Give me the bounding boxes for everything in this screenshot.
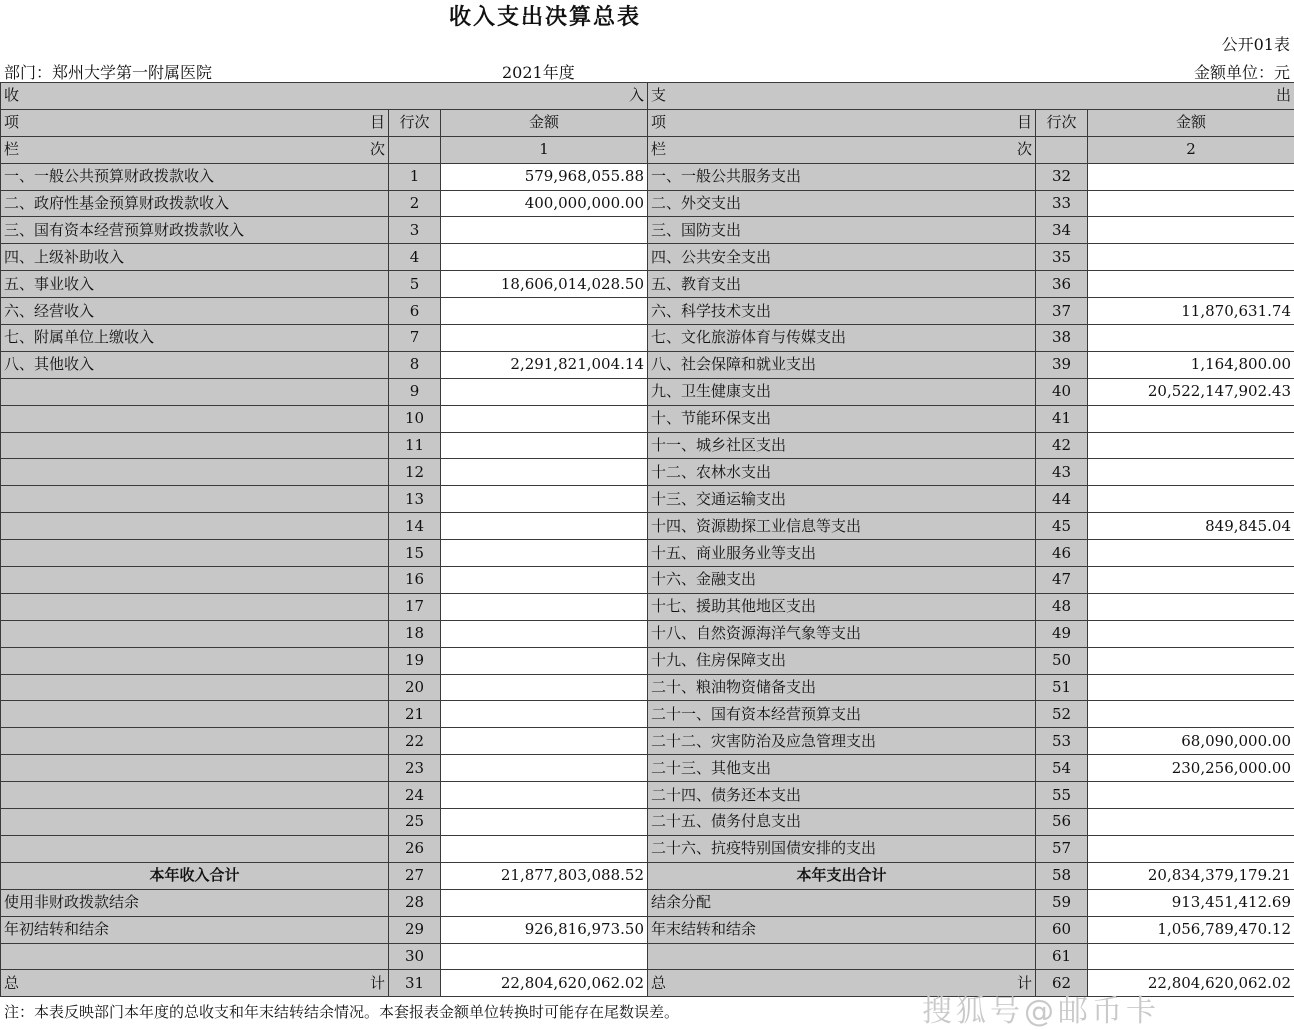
- expense-item-label: 一、一般公共服务支出: [648, 163, 1036, 190]
- header-row-section: 收 入 支 出: [1, 83, 1294, 110]
- income-row-no: 18: [389, 620, 441, 647]
- expense-row-no: 46: [1036, 540, 1088, 567]
- expense-amount: [1088, 701, 1294, 728]
- footer-note: 注：本表反映部门本年度的总收支和年末结转结余情况。本套报表金额单位转换时可能存在尾数误差。: [4, 1003, 680, 1021]
- income-amount: [441, 459, 648, 486]
- income-amount: [441, 432, 648, 459]
- income-item-label: 二、政府性基金预算财政拨款收入: [1, 190, 389, 217]
- income-header: 收: [4, 86, 20, 105]
- income-row-no: 19: [389, 647, 441, 674]
- table-row: [1, 809, 1294, 836]
- expense-row-no: 57: [1036, 835, 1088, 862]
- expense-row-no: 50: [1036, 647, 1088, 674]
- income-total-label: 本年收入合计: [1, 862, 389, 889]
- income-amount: [441, 620, 648, 647]
- table-row: [1, 540, 1294, 567]
- income-amount: [441, 513, 648, 540]
- expense-total-label: 本年支出合计: [648, 862, 1036, 889]
- income-amount: [441, 728, 648, 755]
- income-grand-total: 22,804,620,062.02: [441, 970, 648, 997]
- expense-row-no: 62: [1036, 970, 1088, 997]
- expense-row-no: 54: [1036, 755, 1088, 782]
- income-item-label: [1, 486, 389, 513]
- income-row-no: 6: [389, 298, 441, 325]
- header-row-col-index: 栏 次 1 栏 次 2: [1, 136, 1294, 163]
- expense-item-label: 二十五、债务付息支出: [648, 809, 1036, 836]
- expense-amount: 20,522,147,902.43: [1088, 378, 1294, 405]
- expense-grand-total: 22,804,620,062.02: [1088, 970, 1294, 997]
- table-row: [1, 728, 1294, 755]
- income-item-label: 三、国有资本经营预算财政拨款收入: [1, 217, 389, 244]
- expense-item-label: 二十四、债务还本支出: [648, 782, 1036, 809]
- expense-row-no: 47: [1036, 567, 1088, 594]
- expense-row-no: 53: [1036, 728, 1088, 755]
- expense-amount: [1088, 809, 1294, 836]
- table-row: [1, 513, 1294, 540]
- table-row: [1, 701, 1294, 728]
- expense-amount: [1088, 405, 1294, 432]
- table-row: [1, 351, 1294, 378]
- expense-amount: 11,870,631.74: [1088, 298, 1294, 325]
- expense-amount: [1088, 835, 1294, 862]
- income-amount: [441, 325, 648, 352]
- income-amount: 579,968,055.88: [441, 163, 648, 190]
- income-row-no: 17: [389, 593, 441, 620]
- expense-item-label: 十五、商业服务业等支出: [648, 540, 1036, 567]
- expense-amount: 68,090,000.00: [1088, 728, 1294, 755]
- income-item-label: [1, 647, 389, 674]
- income-amount: [441, 755, 648, 782]
- expense-row-no: 35: [1036, 244, 1088, 271]
- expense-row-no: 36: [1036, 271, 1088, 298]
- income-item-label: 四、上级补助收入: [1, 244, 389, 271]
- expense-row-no: 42: [1036, 432, 1088, 459]
- expense-item-label: 十六、金融支出: [648, 567, 1036, 594]
- expense-row-no: 51: [1036, 674, 1088, 701]
- income-total-label: [1, 943, 389, 970]
- expense-amount: [1088, 244, 1294, 271]
- report-title: 收入支出决算总表: [448, 5, 641, 30]
- expense-row-no: 61: [1036, 943, 1088, 970]
- income-item-label: 七、附属单位上缴收入: [1, 325, 389, 352]
- income-item-label: [1, 755, 389, 782]
- row-no-header: 行次: [1036, 109, 1088, 136]
- income-amount: 2,291,821,004.14: [441, 351, 648, 378]
- income-amount: [441, 486, 648, 513]
- expense-item-label: 二十一、国有资本经营预算支出: [648, 701, 1036, 728]
- expense-amount: 230,256,000.00: [1088, 755, 1294, 782]
- expense-amount: [1088, 620, 1294, 647]
- income-item-label: [1, 513, 389, 540]
- income-amount: [441, 593, 648, 620]
- income-row-no: 7: [389, 325, 441, 352]
- expense-amount: [1088, 271, 1294, 298]
- expense-row-no: 39: [1036, 351, 1088, 378]
- income-item-label: [1, 540, 389, 567]
- income-expense-table: [0, 82, 1294, 997]
- table-row: [1, 647, 1294, 674]
- income-row-no: 31: [389, 970, 441, 997]
- expense-amount: [1088, 674, 1294, 701]
- table-row: [1, 298, 1294, 325]
- expense-item-label: 十、节能环保支出: [648, 405, 1036, 432]
- table-row: [1, 163, 1294, 190]
- expense-row-no: 44: [1036, 486, 1088, 513]
- income-row-no: 21: [389, 701, 441, 728]
- expense-amount: [1088, 325, 1294, 352]
- expense-amount: [1088, 567, 1294, 594]
- income-row-no: 10: [389, 405, 441, 432]
- expense-row-no: 45: [1036, 513, 1088, 540]
- income-row-no: 25: [389, 809, 441, 836]
- expense-amount: [1088, 647, 1294, 674]
- expense-item-label: 十三、交通运输支出: [648, 486, 1036, 513]
- income-row-no: 27: [389, 862, 441, 889]
- expense-amount: [1088, 190, 1294, 217]
- income-item-label: [1, 835, 389, 862]
- table-row: [1, 620, 1294, 647]
- expense-row-no: 37: [1036, 298, 1088, 325]
- expense-item-label: 九、卫生健康支出: [648, 378, 1036, 405]
- expense-amount: 20,834,379,179.21: [1088, 862, 1294, 889]
- income-amount: [441, 378, 648, 405]
- income-amount: [441, 889, 648, 916]
- total-row: [1, 943, 1294, 970]
- income-amount: [441, 809, 648, 836]
- income-amount: [441, 674, 648, 701]
- income-item-label: [1, 809, 389, 836]
- expense-item-label: 二十、粮油物资储备支出: [648, 674, 1036, 701]
- income-row-no: 28: [389, 889, 441, 916]
- total-row: [1, 889, 1294, 916]
- income-item-label: [1, 567, 389, 594]
- income-item-label: [1, 378, 389, 405]
- income-item-label: [1, 405, 389, 432]
- expense-item-label: 七、文化旅游体育与传媒支出: [648, 325, 1036, 352]
- table-row: [1, 405, 1294, 432]
- total-row: [1, 916, 1294, 943]
- expense-row-no: 49: [1036, 620, 1088, 647]
- table-row: [1, 271, 1294, 298]
- table-row: [1, 567, 1294, 594]
- income-item-label: 五、事业收入: [1, 271, 389, 298]
- income-item-label: 八、其他收入: [1, 351, 389, 378]
- expense-row-no: 41: [1036, 405, 1088, 432]
- income-row-no: 9: [389, 378, 441, 405]
- income-row-no: 12: [389, 459, 441, 486]
- expense-header: 支: [651, 86, 667, 105]
- expense-row-no: 38: [1036, 325, 1088, 352]
- income-amount: [441, 782, 648, 809]
- income-amount: [441, 567, 648, 594]
- expense-item-label: 六、科学技术支出: [648, 298, 1036, 325]
- header-row-columns: 项 目 行次 金额 项 目 行次 金额: [1, 109, 1294, 136]
- expense-item-label: 二、外交支出: [648, 190, 1036, 217]
- income-row-no: 16: [389, 567, 441, 594]
- expense-row-no: 40: [1036, 378, 1088, 405]
- income-row-no: 15: [389, 540, 441, 567]
- income-row-no: 14: [389, 513, 441, 540]
- table-row: [1, 782, 1294, 809]
- table-row: [1, 593, 1294, 620]
- table-row: [1, 486, 1294, 513]
- watermark: 搜狐号@邮币卡: [922, 994, 1160, 1029]
- total-row: [1, 862, 1294, 889]
- expense-item-label: 十一、城乡社区支出: [648, 432, 1036, 459]
- expense-amount: 913,451,412.69: [1088, 889, 1294, 916]
- amount-header: 金额: [441, 109, 648, 136]
- table-row: [1, 244, 1294, 271]
- expense-item-label: 十九、住房保障支出: [648, 647, 1036, 674]
- expense-item-label: 十四、资源勘探工业信息等支出: [648, 513, 1036, 540]
- expense-row-no: 43: [1036, 459, 1088, 486]
- row-no-header: 行次: [389, 109, 441, 136]
- expense-item-label: 十八、自然资源海洋气象等支出: [648, 620, 1036, 647]
- expense-amount: [1088, 163, 1294, 190]
- expense-item-label: 五、教育支出: [648, 271, 1036, 298]
- income-amount: [441, 835, 648, 862]
- expense-row-no: 60: [1036, 916, 1088, 943]
- expense-row-no: 58: [1036, 862, 1088, 889]
- expense-item-label: 三、国防支出: [648, 217, 1036, 244]
- income-amount: 18,606,014,028.50: [441, 271, 648, 298]
- grand-total-label: 总 计: [648, 970, 1036, 997]
- income-row-no: 11: [389, 432, 441, 459]
- table-row: [1, 217, 1294, 244]
- table-row: [1, 432, 1294, 459]
- expense-amount: [1088, 943, 1294, 970]
- expense-amount: [1088, 782, 1294, 809]
- expense-row-no: 59: [1036, 889, 1088, 916]
- form-code: 公开01表: [1221, 35, 1290, 54]
- expense-row-no: 33: [1036, 190, 1088, 217]
- expense-row-no: 34: [1036, 217, 1088, 244]
- grand-total-label: 总 计: [1, 970, 389, 997]
- income-item-label: [1, 674, 389, 701]
- expense-row-no: 32: [1036, 163, 1088, 190]
- expense-row-no: 56: [1036, 809, 1088, 836]
- income-amount: 400,000,000.00: [441, 190, 648, 217]
- table-row: [1, 835, 1294, 862]
- income-row-no: 5: [389, 271, 441, 298]
- income-total-label: 年初结转和结余: [1, 916, 389, 943]
- income-row-no: 8: [389, 351, 441, 378]
- expense-total-label: 结余分配: [648, 889, 1036, 916]
- income-row-no: 24: [389, 782, 441, 809]
- income-item-label: [1, 701, 389, 728]
- income-item-label: [1, 728, 389, 755]
- income-row-no: 2: [389, 190, 441, 217]
- income-row-no: 20: [389, 674, 441, 701]
- expense-amount: 849,845.04: [1088, 513, 1294, 540]
- expense-item-label: 二十三、其他支出: [648, 755, 1036, 782]
- expense-amount: [1088, 217, 1294, 244]
- income-amount: [441, 405, 648, 432]
- income-item-label: 一、一般公共预算财政拨款收入: [1, 163, 389, 190]
- fiscal-year: 2021年度: [502, 63, 575, 82]
- income-item-label: [1, 620, 389, 647]
- income-item-label: [1, 593, 389, 620]
- income-row-no: 13: [389, 486, 441, 513]
- expense-item-label: 二十二、灾害防治及应急管理支出: [648, 728, 1036, 755]
- expense-amount: [1088, 486, 1294, 513]
- income-item-label: [1, 459, 389, 486]
- expense-amount: 1,056,789,470.12: [1088, 916, 1294, 943]
- income-row-no: 22: [389, 728, 441, 755]
- income-amount: [441, 244, 648, 271]
- expense-row-no: 48: [1036, 593, 1088, 620]
- income-item-label: [1, 782, 389, 809]
- expense-total-label: 年末结转和结余: [648, 916, 1036, 943]
- income-amount: [441, 217, 648, 244]
- income-row-no: 1: [389, 163, 441, 190]
- expense-amount: [1088, 540, 1294, 567]
- income-total-label: 使用非财政拨款结余: [1, 889, 389, 916]
- expense-row-no: 52: [1036, 701, 1088, 728]
- income-row-no: 26: [389, 835, 441, 862]
- expense-amount: [1088, 459, 1294, 486]
- amount-unit: 金额单位：元: [1193, 63, 1290, 82]
- expense-amount: [1088, 432, 1294, 459]
- income-row-no: 29: [389, 916, 441, 943]
- expense-amount: 1,164,800.00: [1088, 351, 1294, 378]
- income-amount: [441, 540, 648, 567]
- expense-total-label: [648, 943, 1036, 970]
- income-row-no: 4: [389, 244, 441, 271]
- income-amount: [441, 298, 648, 325]
- table-row: [1, 325, 1294, 352]
- table-row: [1, 190, 1294, 217]
- income-item-label: [1, 432, 389, 459]
- expense-item-label: 二十六、抗疫特别国债安排的支出: [648, 835, 1036, 862]
- income-row-no: 23: [389, 755, 441, 782]
- income-amount: [441, 701, 648, 728]
- income-row-no: 30: [389, 943, 441, 970]
- income-row-no: 3: [389, 217, 441, 244]
- income-amount: [441, 647, 648, 674]
- expense-item-label: 十二、农林水支出: [648, 459, 1036, 486]
- income-item-label: 六、经营收入: [1, 298, 389, 325]
- amount-header: 金额: [1088, 109, 1294, 136]
- table-row: [1, 755, 1294, 782]
- expense-amount: [1088, 593, 1294, 620]
- income-amount: 926,816,973.50: [441, 916, 648, 943]
- expense-item-label: 八、社会保障和就业支出: [648, 351, 1036, 378]
- expense-item-label: 十七、援助其他地区支出: [648, 593, 1036, 620]
- department-label: 部门：郑州大学第一附属医院: [4, 63, 213, 82]
- table-row: [1, 674, 1294, 701]
- income-amount: [441, 943, 648, 970]
- income-amount: 21,877,803,088.52: [441, 862, 648, 889]
- table-row: [1, 378, 1294, 405]
- table-row: [1, 459, 1294, 486]
- expense-item-label: 四、公共安全支出: [648, 244, 1036, 271]
- expense-row-no: 55: [1036, 782, 1088, 809]
